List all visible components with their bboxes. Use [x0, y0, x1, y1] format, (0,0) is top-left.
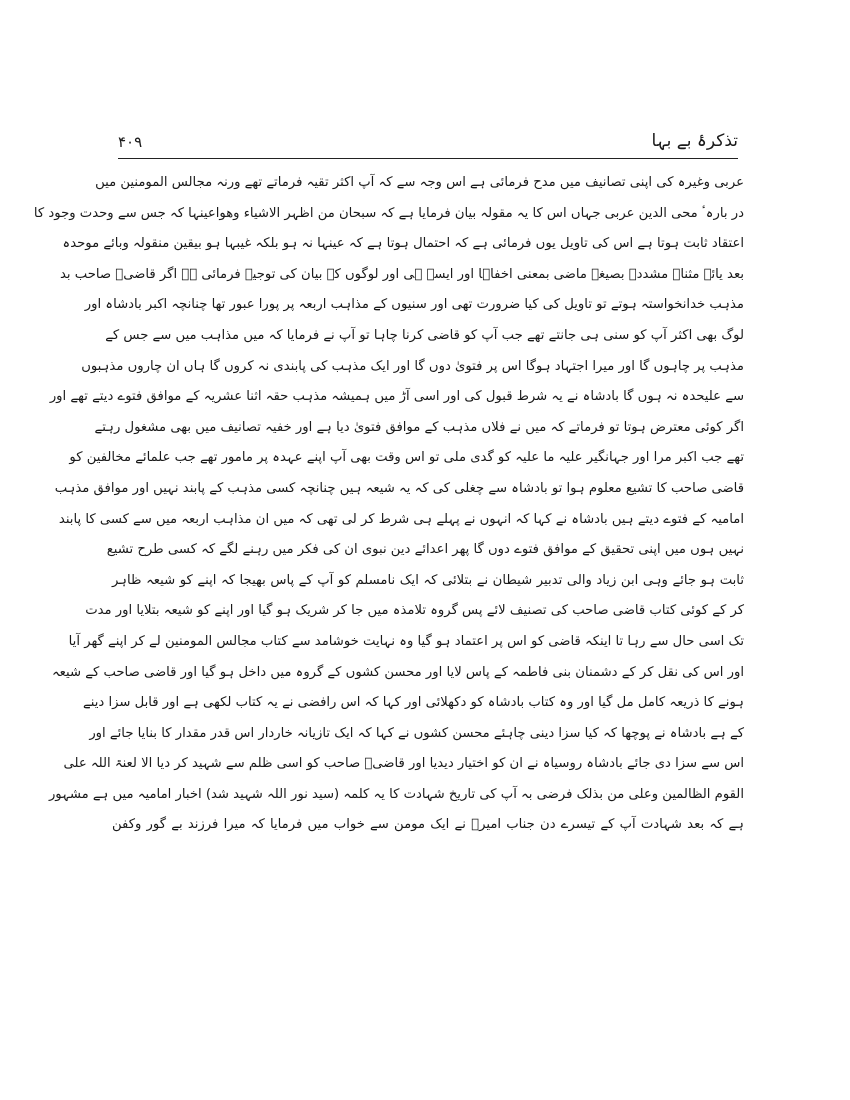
page-header [118, 131, 738, 157]
text-line: ثابت ہو جائے وہی ابن زیاد والی تدبیر شیطان نے بتلائی کہ ایک نامسلم کو آپ کے پاس بھیجا کہ اپنے کو شیعہ ظاہر [112, 572, 744, 588]
text-line: لوگ بھی اکثر آپ کو سنی ہی جانتے تھے جب آپ کو قاضی کرنا چاہا تو آپ نے فرمایا کہ میں مذاہب میں سے جس کے [105, 327, 744, 343]
text-line: کے ہے بادشاہ نے پوچھا کہ کیا سزا دینی چاہئے محسن کشوں نے کہا کہ ایک تازیانہ خاردار اس قدر مقدار کا بنایا جائے اور [89, 725, 744, 741]
text-line: نہیں ہوں میں اپنی تحقیق کے موافق فتوے دوں گا پھر اعدائے دین نبوی ان کی فکر میں رہنے لگے کہ کسی طرح تشیع [106, 542, 744, 558]
text-line: در بارہٴ محی الدین عربی جہاں اس کا یہ مقولہ بیان فرمایا ہے کہ سبحان من اظہر الاشیاء وھواعینہا کہ جس سے وحدت وجود کا [33, 205, 744, 221]
text-line: ہے کہ بعد شہادت آپ کے تیسرے دن جناب امیرؑ نے ایک مومن سے خواب میں فرمایا کہ میرا فرزند بے گور وکفن [112, 817, 744, 833]
text-line: القوم الظالمین وعلی من بذلک فرضی بہ آپ کی تاریخ شہادت کا یہ کلمہ (سید نور اللہ شہید شد) اخبار امامیہ میں ہے مشہور [48, 786, 744, 802]
running-title: تذکرۂ بے بہا [651, 131, 738, 151]
text-line: عربی وغیرہ کی اپنی تصانیف میں مدح فرمائی ہے اس وجہ سے کہ آپ اکثر تقیہ فرماتے تھے ورنہ مجالس المومنین میں [95, 175, 744, 190]
text-line: مذہب پر چاہوں گا اور میرا اجتہاد ہوگا اس پر فتویٰ دوں گا اور ایک مذہب کی پابندی نہ کروں گا ہاں ان چاروں مذہبوں [81, 358, 744, 374]
text-line: بعد یائے مثناۃ مشددہ بصیغہ ماضی بمعنی اخفاہا اور ایسے ہی اور لوگوں کے بیان کی توجیہ فرمائی ہے اگر قاضیؒ صاحب بد [59, 266, 744, 282]
text-line: مذہب خدانخواستہ ہوتے تو تاویل کی کیا ضرورت تھی اور سنیوں کے مذاہب اربعہ پر پورا عبور تھا چنانچہ اکبر بادشاہ اور [84, 297, 744, 313]
text-line: کر کے کوئی کتاب قاضی صاحب کی تصنیف لائے پس گروہ تلامذہ میں جا کر شریک ہو گیا اور اپنے کو شیعہ بتلایا اور مدت [85, 603, 744, 619]
text-line: تھے جب اکبر مرا اور جہانگیر علیہ ما علیہ کو گدی ملی تو اس وقت بھی آپ اپنے عہدہ پر مامور تھے جب علمائے مخالفین کو [69, 450, 744, 466]
body-text [33, 168, 744, 841]
text-line: اعتقاد ثابت ہوتا ہے اس کی تاویل یوں فرمائی ہے کہ احتمال ہوتا ہے کہ عینہا نہ ہو بلکہ غیبہا ہو بیقین منقولہ وبائے موحدہ [62, 236, 744, 252]
page-number: ۴۰۹ [118, 133, 143, 151]
text-line: قاضی صاحب کا تشیع معلوم ہوا تو بادشاہ سے چغلی کی کہ یہ شیعہ ہیں چنانچہ کسی مذہب کے پابند نہیں اور موافق مذہب [54, 480, 744, 496]
text-line: امامیہ کے فتوے دیتے ہیں بادشاہ نے کہا کہ انہوں نے پہلے ہی شرط کر لی تھی کہ میں ان مذاہب اربعہ میں سے کسی کا پابند [58, 511, 744, 527]
text-line: ہونے کا ذریعہ کامل مل گیا اور وہ کتاب بادشاہ کو دکھلائی اور کہا کہ اس رافضی نے یہ کتاب لکھی ہے اور قابل سزا دینے [83, 695, 744, 711]
header-divider [118, 158, 738, 159]
text-line: سے علیحدہ نہ ہوں گا بادشاہ نے یہ شرط قبول کی اور اسی آڑ میں ہمیشہ مذہب حقہ اثنا عشریہ کے موافق فتوے دیتے تھے اور [49, 389, 744, 405]
text-line: تک اسی حال سے رہا تا اینکہ قاضی کو اس پر اعتماد ہو گیا وہ نہایت خوشامد سے کتاب مجالس المومنین لے کر اپنے گھر آیا [68, 633, 744, 649]
text-line: اس سے سزا دی جائے بادشاہ روسیاہ نے ان کو اختیار دیدیا اور قاضیؒ صاحب کو اسی ظلم سے شہید کر دیا الا لعنۃ اللہ علی [63, 756, 744, 772]
text-line: اگر کوئی معترض ہوتا تو فرماتے کہ میں نے فلاں مذہب کے موافق فتویٰ دیا ہے اور خفیہ تصانیف میں بھی مشغول رہتے [94, 419, 744, 435]
text-line: اور اس کی نقل کر کے دشمنان بنی فاطمہ کے پاس لایا اور محسن کشوں کے گروہ میں داخل ہو گیا اور قاضی صاحب کے شیعہ [51, 664, 744, 680]
